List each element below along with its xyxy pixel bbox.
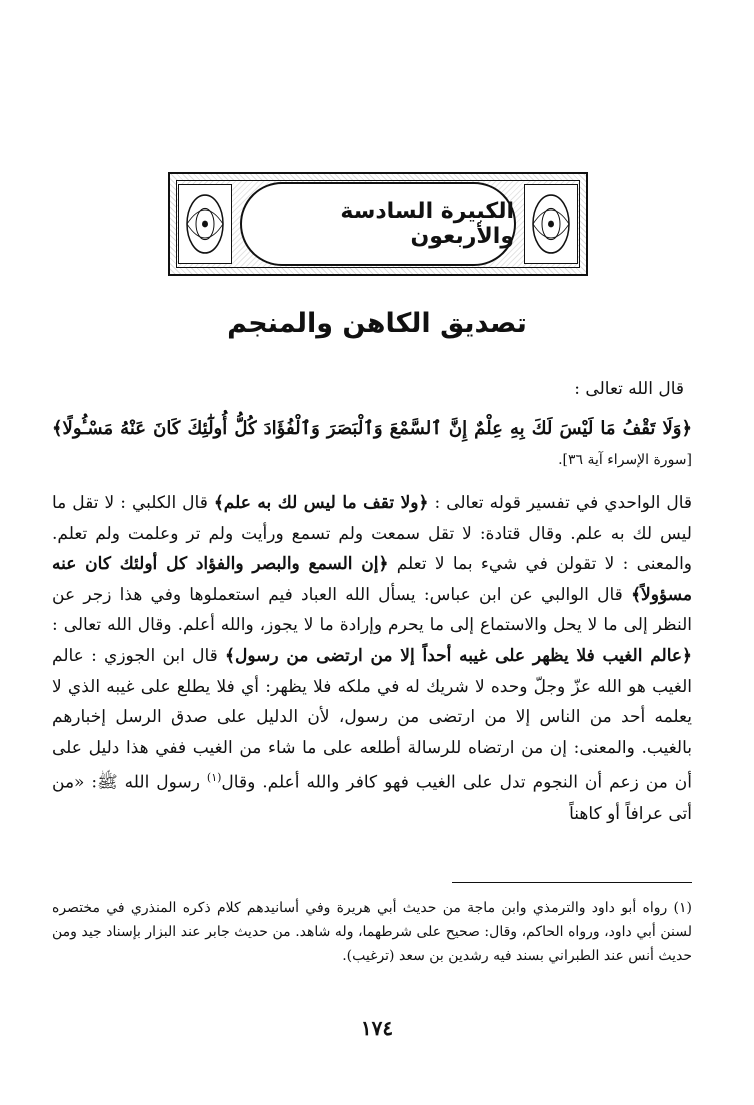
quoted-verse: ﴿عالم الغيب فلا يظهر على غيبه أحداً إلا من ارتضى من رسول﴾ <box>225 645 692 666</box>
ornament-icon <box>178 184 232 264</box>
verse-reference: [سورة الإسراء آية ٣٦]. <box>558 452 692 468</box>
ornament-icon <box>524 184 578 264</box>
quran-verse <box>52 414 692 475</box>
chapter-banner <box>168 172 588 276</box>
section-title: تصديق الكاهن والمنجم <box>227 308 527 339</box>
body-text: قال الواحدي في تفسير قوله تعالى : <box>434 493 693 513</box>
page-number: ١٧٤ <box>360 1016 394 1040</box>
footnote-marker: (١) <box>206 771 222 785</box>
body-text: رسول الله ﷺ: «من أتى عرافاً أو كاهناً <box>52 773 692 824</box>
footnote: (١) رواه أبو داود والترمذي وابن ماجة من حديث أبي هريرة وفي أسانيدهم كلام ذكره المنذري في مختصره لسنن أبي داود، ورواه الحاكم، وقال: صحيح على شرطهما، وله شاهد. من حديث جابر عند البزار بإسناد جيد ومن حديث أنس عند الطبراني بسند فيه رشدين بن سعد (ترغيب). <box>52 900 692 964</box>
body-text: قال الوالبي عن ابن عباس: يسأل الله العباد فيم استعملوها وفي هذا زجر عن النظر إلى ما لا يحل والاستماع إلى ما يحرم وإرادة ما لا يجوز، والله أعلم. وقال الله تعالى : <box>52 584 692 636</box>
footnote-divider <box>452 882 692 883</box>
quoted-verse: ﴿ولا تقف ما ليس لك به علم﴾ <box>213 493 429 513</box>
banner-panel <box>240 182 516 266</box>
quoted-verse: ﴿إن السمع والبصر والفؤاد كل أولئك كان عنه مسؤولاً﴾ <box>52 554 692 605</box>
body-text: قال ابن الجوزي : عالم الغيب هو الله عزّ وجلّ وحده لا شريك له في ملكه فلا يظهر: أي فلا يطلع على غيبه الذي لا يعلمه أحد من الناس إلا من ارتضى من رسول، لأن الدليل على صدق الرسل إخبارهم بالغيب. والمعنى: إن من ارتضاه للرسالة أطلعه على ما شاء من الغيب ففي هذا دليل على أن من زعم أن النجوم تدل على الغيب فهو كافر والله أعلم. وقال <box>52 645 693 793</box>
verse-text: ﴿وَلَا تَقْفُ مَا لَيْسَ لَكَ بِهِ عِلْمٌ إِنَّ ٱلسَّمْعَ وَٱلْبَصَرَ وَٱلْفُؤَادَ كُلُّ أُولَٰٓئِكَ كَانَ عَنْهُ مَسْـُٔولًا﴾ <box>52 418 692 439</box>
chapter-title: الكبيرة السادسة والأربعون <box>340 199 514 249</box>
body-text: قال الكلبي : لا تقل ما ليس لك به علم. وقال قتادة: لا تقل سمعت ولم تسمع ورأيت ولم تر وعلمت ولم تعلم. والمعنى : لا تقولن في شيء بما لا تعلم <box>52 493 693 575</box>
intro-line: قال الله تعالى : <box>574 379 684 399</box>
body-paragraph <box>52 488 692 829</box>
